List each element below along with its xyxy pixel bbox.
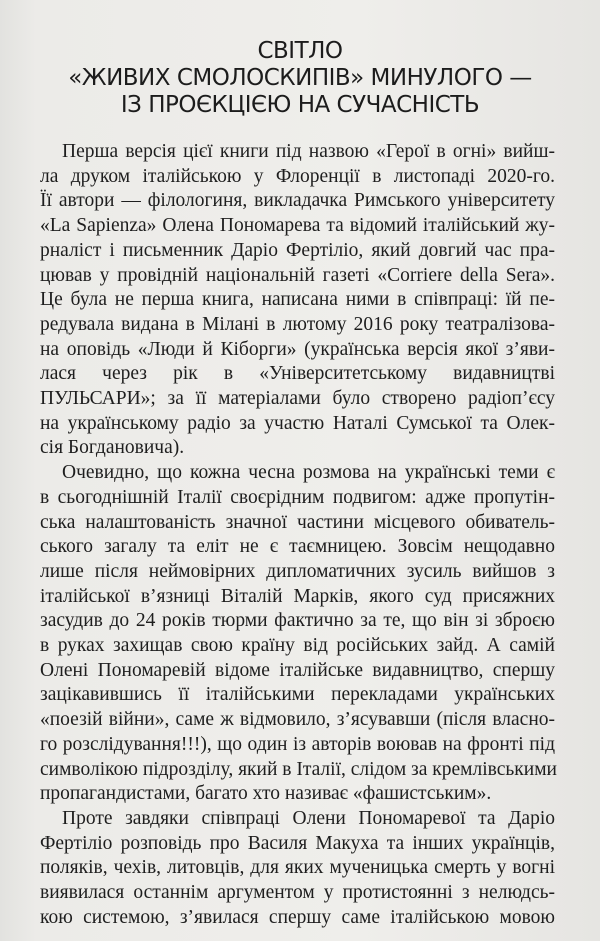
text-line: ла друком італійською у Флоренції в листопаді 2020-го.	[40, 165, 555, 187]
chapter-title-line: СВІТЛО	[257, 38, 343, 64]
text-line: Олені Пономаревій відоме італійське видавництво, спершу	[40, 659, 555, 681]
text-line: лася через рік в «Університетському видавництві	[40, 363, 555, 385]
text-line: символікою підрозділу, який в Італії, слідом за кремлівськими	[40, 758, 557, 780]
paragraph	[40, 807, 555, 931]
text-line: рналіст і письменник Даріо Фертіліо, який довгий час пра-	[40, 239, 555, 261]
text-line: редувала видана в Мілані в лютому 2016 року театралізова-	[40, 313, 555, 335]
text-line: ського загалу та еліт не є таємницею. Зовсім нещодавно	[40, 536, 555, 558]
text-line: Проте завдяки співпраці Олени Пономаревої та Даріо	[62, 807, 555, 829]
text-line: пропагандистами, багато хто називає «фашистським».	[40, 783, 492, 805]
text-line: го розслідування!!!), що один із авторів воював на фронті під	[40, 733, 555, 755]
text-line: виявилася останнім аргументом у протистоянні з нелюдсь-	[40, 882, 555, 904]
chapter-title-line: ІЗ ПРОЄКЦІЄЮ НА СУЧАСНІСТЬ	[120, 92, 480, 118]
text-line: ПУЛЬСАРИ»; за її матеріалами було створено радіоп’єсу	[40, 388, 555, 410]
paragraph	[40, 140, 555, 461]
text-line: лише після неймовірних дипломатичних зусиль вийшов з	[40, 560, 555, 582]
text-line: Це була не перша книга, написана ними в співпраці: їй пе-	[40, 289, 555, 311]
text-line: кою системою, з’явилася спершу саме італійською мовою	[40, 906, 555, 928]
text-line: в руках захищав свою країну від російських зайд. А самій	[40, 635, 555, 657]
text-line: «поезій війни», саме ж відмовило, з’ясувавши (після власно-	[40, 709, 555, 731]
text-line: в сьогоднішній Італії своєрідним подвигом: адже пропутін-	[40, 486, 555, 508]
text-line: Перша версія цієї книги під назвою «Герої в огні» вийш-	[62, 141, 555, 162]
chapter-body-text	[40, 140, 555, 931]
text-line: на оповідь «Люди й Кіборги» (українська версія якої з’яви-	[40, 338, 555, 360]
text-line: Її автори — філологиня, викладачка Римського університету	[40, 190, 555, 212]
text-line: Очевидно, що кожна чесна розмова на українські теми є	[62, 462, 555, 484]
text-line: на українському радіо за участю Наталі Сумської та Олек-	[40, 412, 555, 434]
text-line: ська налаштованість значної частини місцевого обиватель-	[40, 511, 555, 533]
chapter-title	[0, 38, 600, 119]
text-line: «La Sapienza» Олена Пономарева та відомий італійський жу-	[40, 215, 555, 237]
text-line: цював у провідній національній газеті «Corriere della Sera».	[40, 264, 555, 286]
text-line: сія Богдановича).	[40, 437, 185, 459]
text-line: засудив до 24 років тюрми фактично за те, що він зі зброєю	[40, 610, 555, 632]
text-line: італійської в’язниці Віталій Марків, якого суд присяжних	[40, 585, 555, 607]
paragraph	[40, 461, 555, 807]
text-line: поляків, чехів, литовців, для яких мученицька смерть у вогні	[40, 857, 555, 879]
text-line: Фертіліо розповідь про Василя Макуха та інших українців,	[40, 832, 555, 854]
text-line: зацікавившись її італійськими перекладами українських	[40, 684, 555, 706]
chapter-title-line: «ЖИВИХ СМОЛОСКИПІВ» МИНУЛОГО —	[68, 65, 532, 91]
